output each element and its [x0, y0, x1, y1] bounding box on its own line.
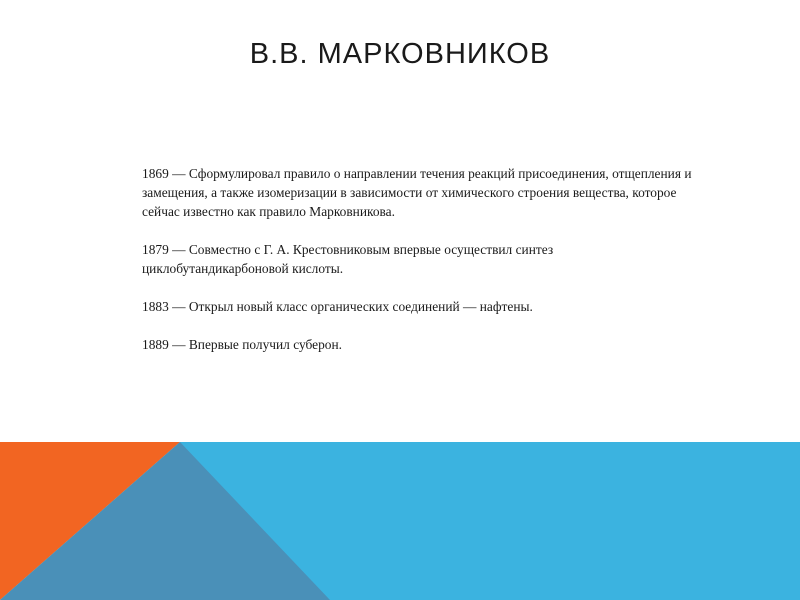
slide-body — [142, 164, 702, 373]
slide-title: В.В. МАРКОВНИКОВ — [249, 38, 551, 70]
paragraph-1889: 1889 — Впервые получил суберон. — [142, 337, 342, 352]
paragraph-1869: 1869 — Сформулировал правило о направлении течения реакций присоединения, отщепления и замещения, а также изомеризации в зависимости от химического строения вещества, которое сейчас известно как правило Марковникова. — [142, 166, 692, 219]
paragraph-1879: 1879 — Совместно с Г. А. Крестовниковым впервые осуществил синтез циклобутандикарбоновой кислоты. — [142, 242, 554, 276]
paragraph-1883: 1883 — Открыл новый класс органических соединений — нафтены. — [142, 299, 533, 314]
decorative-footer-shapes — [0, 442, 800, 600]
